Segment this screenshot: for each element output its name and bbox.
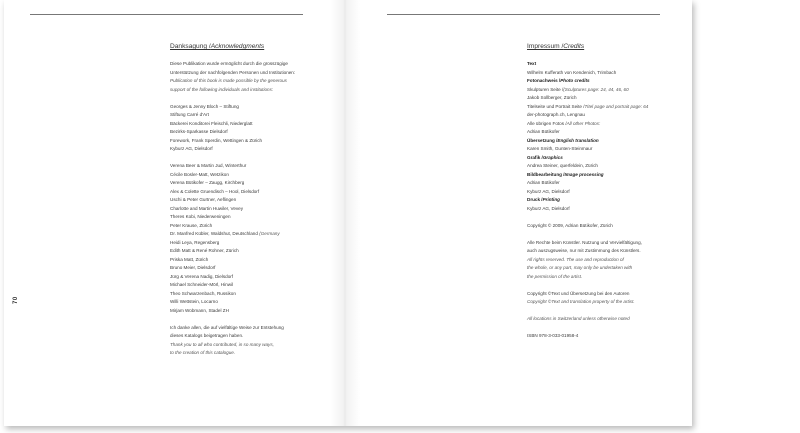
sponsor-item: Kyburz AG, Dielsdorf (170, 146, 213, 151)
credit-label (527, 171, 648, 180)
credits-body (527, 60, 648, 341)
spacer (170, 315, 295, 324)
rights-text-en: the whole, or any part, may only be undertaken with (527, 265, 633, 270)
rights-text-en: All rights reserved. The use and reproduction of (527, 256, 624, 262)
person-name: Willi Wettstein, Locarno (170, 299, 218, 304)
person-item (170, 196, 295, 205)
credit-line (527, 162, 648, 171)
person-name: Theres Kobi, Niederweningen (170, 214, 231, 219)
text-copyright: Copyright ©Text und Übersetzung bei den Autoren (527, 290, 630, 296)
credit-label (527, 77, 648, 86)
person-name: Mirjam Wobmann, Stadel ZH (170, 307, 229, 313)
copyright: Copyright © 2009, Adrian Bütikofer, Zürich (527, 222, 613, 228)
closing-text-en: Thank you to all who contributed, in so many ways, (170, 341, 274, 347)
credit-line (527, 188, 648, 197)
separator: / (583, 103, 585, 109)
separator: / (557, 78, 561, 83)
person-item (170, 281, 295, 290)
person-item (170, 179, 295, 188)
top-rule (30, 14, 303, 15)
credit-label-en: Graphics (542, 154, 563, 160)
credit-text: Karen Smith, Gunten-Steinmaur (527, 146, 593, 151)
person-item (170, 230, 295, 239)
spacer (527, 230, 648, 239)
sponsor-item: Forework, Frank Sperdin, Wettingen & Zürich (170, 137, 263, 143)
credit-line (527, 69, 648, 78)
credit-line (527, 205, 648, 214)
separator: / (561, 171, 565, 177)
credit-text: Kyburz AG, Dielsdorf (527, 205, 570, 211)
credit-line (527, 86, 648, 95)
credits-column (527, 42, 648, 341)
person-name: Uschi & Peter Gurtner, Aeflingen (170, 197, 237, 202)
person-name: Heidi Leya, Regensberg (170, 239, 220, 245)
credit-text-en: All other Photos: (566, 120, 601, 126)
spacer (170, 94, 295, 103)
credit-label-de: Fotonachweis (527, 78, 558, 83)
person-item (170, 247, 295, 256)
credit-line (527, 128, 648, 137)
credit-text: Adrian Bütikofer (527, 129, 560, 134)
credit-label-de: Übersetzung (527, 137, 555, 143)
person-name: Peter Krause, Zürich (170, 222, 213, 228)
credit-label (527, 60, 648, 69)
person-name: Dr. Manfred Kübler, Waldshut, Deutschland (170, 231, 258, 236)
credit-label-de: Bildbearbeitung (527, 171, 562, 177)
book-spread (4, 0, 692, 426)
person-item (170, 273, 295, 282)
spacer (527, 281, 648, 290)
person-item (170, 213, 295, 222)
credit-line (527, 94, 648, 103)
person-name: Bruno Meier, Dielsdorf (170, 265, 216, 270)
credit-label (527, 137, 648, 146)
credit-line (527, 103, 648, 112)
credit-label-en: Photo credits (560, 78, 590, 83)
person-item (170, 188, 295, 197)
separator: / (565, 120, 567, 126)
credit-text: Jakob Sollberger, Zürich (527, 95, 577, 100)
sponsor-item: Bezirks-Sparkasse Dielsdorf (170, 129, 228, 134)
locations-note: All locations in Switzerland unless otherwise noted (527, 316, 630, 321)
credit-label-de: Text (527, 61, 537, 66)
credits-heading: Impressum /Credits (527, 43, 585, 50)
credit-line (527, 111, 648, 120)
isbn: ISBN 978-3-033-01958-4 (527, 333, 579, 338)
acknowledgments-column (170, 42, 295, 358)
person-item (170, 205, 295, 214)
person-name: Alex & Colette Gruendisch – Hool, Dielsdorf (170, 188, 260, 194)
person-name: Verena Beer & Martin Jud, Winterthur (170, 163, 247, 168)
person-name: Michael Schneider-Mörl, Hinwil (170, 282, 234, 287)
person-country: (Germany (257, 231, 280, 236)
intro-text-en: Publication of this book is made possible by the generous (170, 78, 287, 83)
credit-label-de: Druck (527, 197, 541, 202)
person-name: Charlotte and Martin Huwiler, Vevey (170, 205, 244, 211)
person-item (170, 162, 295, 171)
closing-text: Ich danke allen, die auf vielfältige Weise zur Entstehung (170, 324, 284, 330)
separator: / (540, 197, 543, 202)
credit-line (527, 179, 648, 188)
credit-line (527, 120, 648, 129)
person-item (170, 264, 295, 273)
closing-text: dieses Katalogs beigetragen haben. (170, 333, 244, 338)
rights-text: Alle Rechte beim Künstler. Nutzung und Vervielfältigung, (527, 239, 642, 245)
credit-text: Andrea Steiner, querfeldein, Zürich (527, 163, 598, 168)
spacer (527, 307, 648, 316)
credit-label-en: Image processing (564, 171, 604, 177)
sponsor-item: Georges & Jenny Bloch – Stiftung (170, 103, 239, 109)
acknowledgments-heading: Danksagung /Acknowledgments (170, 43, 265, 50)
closing-text-en: to the creation of this catalogue. (170, 350, 236, 355)
credit-label (527, 196, 648, 205)
credit-text: Kyburz AG, Dielsdorf (527, 188, 570, 194)
credit-text: Skulpturen Seite (527, 86, 562, 92)
credit-text: Titelseite und Portrait Seite (527, 103, 584, 109)
person-item (170, 239, 295, 248)
credit-text: Adrian Bütikofer (527, 180, 560, 185)
page-number: 70 (13, 296, 19, 304)
person-item (170, 298, 295, 307)
sponsor-item: Bäckerei Konditorei Fleischli, Niederglatt (170, 120, 253, 126)
person-item (170, 290, 295, 299)
sponsor-item: Stiftung Carré d'Art (170, 112, 209, 117)
text-copyright-en: Copyright ©Text and translation property of the artist. (527, 299, 635, 304)
separator: / (554, 137, 558, 143)
intro-text: Unterstützung der nachfolgenden Personen und Institutionen: (170, 69, 296, 75)
credit-text-en: Titel page and portrait page: 64 (584, 103, 649, 109)
person-name: Verena Bütikofer – Zaugg, Kirchberg (170, 180, 245, 185)
person-item (170, 256, 295, 265)
rights-text: auch auszugsweise, nur mit Zustimmung des Künstlers. (527, 248, 641, 253)
person-name: Edith Matt & René Rohner, Zürich (170, 248, 239, 253)
person-item (170, 171, 295, 180)
spacer (527, 324, 648, 333)
credit-label (527, 154, 648, 163)
spacer (170, 154, 295, 163)
left-page (4, 0, 345, 426)
credit-line (527, 145, 648, 154)
separator: / (540, 154, 543, 160)
right-page (345, 0, 692, 426)
person-name: Jürg & Verena Nadig, Dielsdorf (170, 273, 234, 279)
intro-text-en: support of the following individuals and institutions: (170, 86, 274, 92)
credit-text: der-photograph.ch, Lengnau (527, 112, 585, 117)
credit-text: Alle übrigen Fotos (527, 120, 566, 126)
rights-text-en: the permission of the artist. (527, 273, 583, 279)
credit-label-en: Printing (542, 197, 560, 202)
person-item (170, 307, 295, 316)
credit-label-en: English translation (557, 137, 599, 143)
spacer (527, 213, 648, 222)
credit-text: Wilhelm Kufferath von Kendenich, Trimbach (527, 69, 617, 75)
top-rule (387, 14, 660, 15)
person-name: Theo Schwarzenbach, Russikon (170, 290, 236, 296)
credit-text-en: (Sculptures page: 24, 44, 46, 60 (563, 86, 629, 92)
intro-text: Diese Publikation wurde ermöglicht durch die grosszügige (170, 61, 288, 66)
person-name: Priska Matt, Zürich (170, 256, 209, 262)
credit-label-de: Grafik (527, 154, 541, 160)
separator: / (562, 86, 564, 92)
acknowledgments-body (170, 60, 295, 358)
person-item (170, 222, 295, 231)
person-name: Cécile Bosler-Matt, Wetzikon (170, 171, 229, 177)
